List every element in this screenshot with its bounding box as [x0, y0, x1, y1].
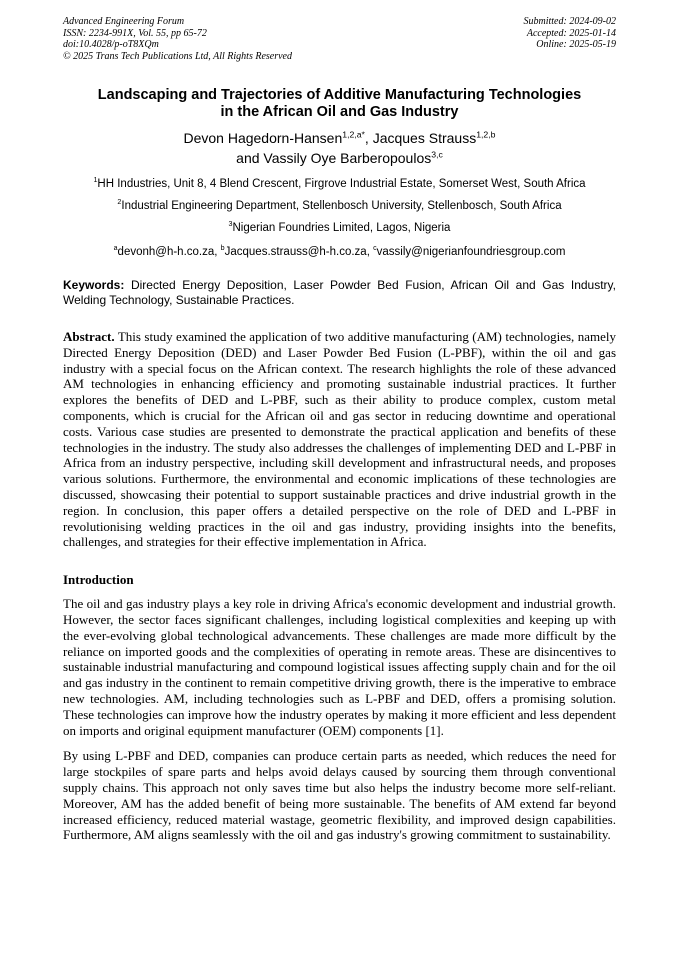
affiliation-2-marker: 2: [117, 198, 122, 207]
journal-header-left: [63, 16, 292, 62]
affiliation-3-text: Nigerian Foundries Limited, Lagos, Nigeria: [232, 222, 451, 234]
abstract-text: This study examined the application of two additive manufacturing (AM) technologies, namely Directed Energy Deposition (DED) and Laser Powder Bed Fusion (L-PBF), within the oil and gas industry with a special focus on the African context. The research highlights the role of these advanced AM technologies in enhancing efficiency and promoting sustainable industrial practices. It further explores the benefits of DED and L-PBF, such as their ability to produce complex, custom metal components, which is crucial for the African oil and gas sector in reducing downtime and operational costs. Various case studies are presented to demonstrate the practical application and benefits of these technologies in the industry. The study also addresses the challenges of implementing DED and L-PBF in Africa from an industry perspective, including skill development and infrastructural needs, and proposes various solutions. Furthermore, the environmental and economic implications of these technologies are discussed, showcasing their potential to support sustainable practices and drive industrial growth in the region. In conclusion, this paper offers a detailed perspective on the role of DED and L-PBF in revolutionising welding practices in the oil and gas industry, providing insights into the benefits, challenges, and strategies for their effective implementation in Africa.: [63, 329, 616, 550]
journal-name: Advanced Engineering Forum: [63, 16, 185, 27]
affiliation-1-text: HH Industries, Unit 8, 4 Blend Crescent, Firgrove Industrial Estate, Somerset West, South Africa: [97, 178, 586, 190]
online-date: Online: 2025-05-19: [536, 39, 616, 50]
journal-header: [63, 16, 616, 62]
keywords-label: Keywords:: [63, 278, 125, 292]
introduction-paragraph-2: By using L-PBF and DED, companies can produce certain parts as needed, which reduces the need for large stockpiles of spare parts and helps avoid delays caused by sourcing them through conventional supply chains. This approach not only saves time but also helps the industry become more self-reliant. Moreover, AM has the added benefit of being more sustainable. The benefits of AM extend far beyond increased efficiency, reduced material wastage, geometric flexibility, and improved design capabilities. Furthermore, AM aligns seamlessly with the oil and gas industry's growing commitment to sustainability.: [63, 748, 616, 843]
paper-title-line-1: Landscaping and Trajectories of Additive Manufacturing Technologies: [97, 87, 582, 103]
keywords-text: Directed Energy Deposition, Laser Powder Bed Fusion, African Oil and Gas Industry, Welding Technology, Sustainable Practices.: [63, 278, 616, 307]
email-3: vassily@nigerianfoundriesgroup.com: [376, 246, 566, 258]
section-heading-introduction: Introduction: [63, 572, 134, 588]
abstract-label: Abstract.: [63, 329, 115, 344]
author-line-2: [63, 148, 616, 168]
author-emails: [63, 246, 616, 259]
journal-issn-volume: ISSN: 2234-991X, Vol. 55, pp 65-72: [63, 27, 207, 39]
author-byline: [63, 128, 616, 168]
author-name-2: , Jacques Strauss: [364, 130, 477, 146]
journal-header-right: [524, 16, 617, 62]
author-name-3: and Vassily Oye Barberopoulos: [236, 150, 432, 166]
email-1-marker: a: [113, 244, 118, 253]
affiliation-3-marker: 3: [228, 220, 233, 229]
paper-title: [63, 87, 616, 121]
author-line-1: [63, 128, 616, 148]
affiliation-1: [63, 178, 616, 191]
author-3-affiliation-marker: 3,c: [431, 149, 443, 160]
author-2-affiliation-marker: 1,2,b: [476, 129, 496, 140]
submitted-date: Submitted: 2024-09-02: [523, 16, 616, 27]
affiliation-1-marker: 1: [93, 176, 98, 185]
keywords-paragraph: [63, 278, 616, 308]
affiliations: [63, 178, 616, 235]
introduction-paragraph-1: The oil and gas industry plays a key role in driving Africa's economic development and industrial growth. However, the sector faces significant challenges, including logistical complexities and keeping up with the ever-evolving global technological advancements. These challenges are made more difficult by the reliance on imported goods and the complexities of operating in remote areas. These are disincentives to sustainable industrial manufacturing and compound logistical issues affecting supply chain and for the oil and gas industry in the continent to remain competitive driving growth, there is the imperative to embrace new technologies. AM, including technologies such as L-PBF and DED, offers a promising solution. These technologies can improve how the industry operates by making it more efficient and less dependent on imports and original equipment manufacturer (OEM) components [1].: [63, 596, 616, 738]
affiliation-2-text: Industrial Engineering Department, Stellenbosch University, Stellenbosch, South Africa: [121, 200, 562, 212]
journal-copyright: © 2025 Trans Tech Publications Ltd, All Rights Reserved: [63, 50, 292, 62]
email-2-marker: b: [220, 244, 225, 253]
email-1: devonh@h-h.co.za,: [117, 246, 221, 258]
affiliation-3: [63, 222, 616, 235]
author-1-affiliation-marker: 1,2,a*: [342, 129, 365, 140]
email-3-marker: c: [373, 244, 377, 253]
author-name-1: Devon Hagedorn-Hansen: [183, 130, 343, 146]
affiliation-2: [63, 200, 616, 213]
journal-doi: doi:10.4028/p-oT8XQm: [63, 39, 159, 50]
paper-title-line-2: in the African Oil and Gas Industry: [220, 104, 459, 120]
abstract-paragraph: [63, 329, 616, 550]
email-2: Jacques.strauss@h-h.co.za,: [224, 246, 374, 258]
accepted-date: Accepted: 2025-01-14: [526, 27, 616, 39]
